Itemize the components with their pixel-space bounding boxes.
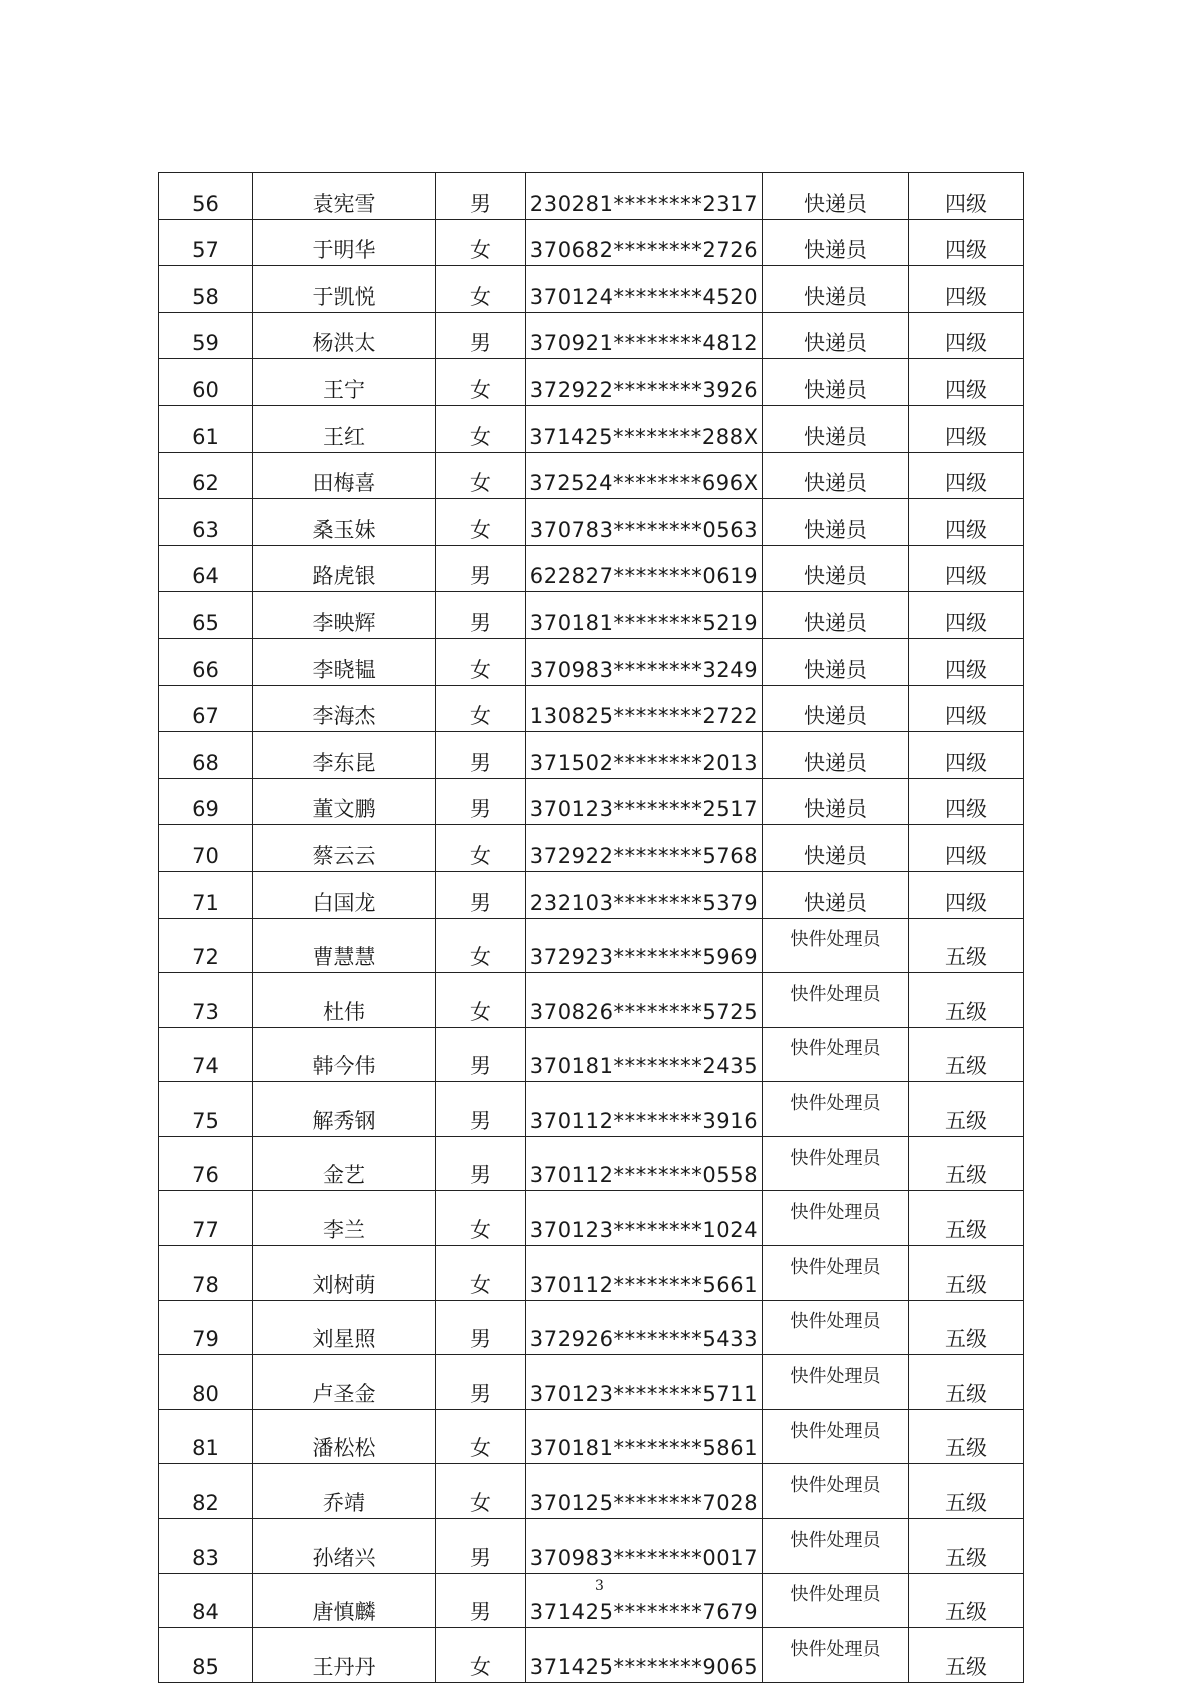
table-row [159, 359, 1024, 406]
name-cell: 李兰 [253, 1191, 436, 1246]
name-cell: 路虎银 [253, 545, 436, 592]
level-cell: 四级 [909, 359, 1024, 406]
occupation-cell: 快递员 [763, 592, 909, 639]
table-row [159, 219, 1024, 266]
occupation-cell: 快件处理员 [763, 1027, 909, 1082]
gender-cell: 女 [436, 266, 526, 313]
row-number-cell: 85 [159, 1628, 253, 1683]
id-number-cell: 370921********4812 [526, 312, 763, 359]
level-cell: 五级 [909, 918, 1024, 973]
id-number-cell: 370682********2726 [526, 219, 763, 266]
name-cell: 桑玉妹 [253, 499, 436, 546]
id-number-cell: 371425********9065 [526, 1628, 763, 1683]
row-number-cell: 73 [159, 973, 253, 1028]
id-number-cell: 371502********2013 [526, 732, 763, 779]
occupation-cell: 快递员 [763, 638, 909, 685]
level-cell: 四级 [909, 545, 1024, 592]
occupation-cell: 快件处理员 [763, 1082, 909, 1137]
occupation-cell: 快递员 [763, 685, 909, 732]
row-number-cell: 56 [159, 173, 253, 220]
occupation-cell: 快递员 [763, 499, 909, 546]
occupation-cell: 快件处理员 [763, 1191, 909, 1246]
page-number: 3 [595, 1578, 604, 1594]
gender-cell: 女 [436, 1246, 526, 1301]
name-cell: 乔靖 [253, 1464, 436, 1519]
id-number-cell: 370125********7028 [526, 1464, 763, 1519]
table-row [159, 1628, 1024, 1683]
name-cell: 李海杰 [253, 685, 436, 732]
level-cell: 四级 [909, 638, 1024, 685]
table-row [159, 918, 1024, 973]
gender-cell: 男 [436, 1082, 526, 1137]
occupation-cell: 快件处理员 [763, 1573, 909, 1628]
gender-cell: 女 [436, 452, 526, 499]
name-cell: 蔡云云 [253, 825, 436, 872]
level-cell: 五级 [909, 1464, 1024, 1519]
id-number-cell: 370181********5861 [526, 1409, 763, 1464]
name-cell: 金艺 [253, 1136, 436, 1191]
table-row [159, 312, 1024, 359]
gender-cell: 男 [436, 871, 526, 918]
row-number-cell: 67 [159, 685, 253, 732]
id-number-cell: 372922********5768 [526, 825, 763, 872]
occupation-cell: 快件处理员 [763, 1409, 909, 1464]
name-cell: 卢圣金 [253, 1355, 436, 1410]
level-cell: 四级 [909, 825, 1024, 872]
occupation-cell: 快递员 [763, 173, 909, 220]
table-row [159, 732, 1024, 779]
level-cell: 四级 [909, 685, 1024, 732]
table-row [159, 973, 1024, 1028]
id-number-cell: 370112********5661 [526, 1246, 763, 1301]
id-number-cell: 371425********288X [526, 405, 763, 452]
row-number-cell: 69 [159, 778, 253, 825]
level-cell: 四级 [909, 405, 1024, 452]
row-number-cell: 70 [159, 825, 253, 872]
row-number-cell: 66 [159, 638, 253, 685]
row-number-cell: 74 [159, 1027, 253, 1082]
occupation-cell: 快递员 [763, 778, 909, 825]
id-number-cell: 370983********3249 [526, 638, 763, 685]
level-cell: 四级 [909, 266, 1024, 313]
level-cell: 四级 [909, 871, 1024, 918]
level-cell: 四级 [909, 219, 1024, 266]
row-number-cell: 80 [159, 1355, 253, 1410]
level-cell: 四级 [909, 732, 1024, 779]
row-number-cell: 82 [159, 1464, 253, 1519]
level-cell: 四级 [909, 173, 1024, 220]
name-cell: 董文鹏 [253, 778, 436, 825]
name-cell: 王红 [253, 405, 436, 452]
gender-cell: 男 [436, 1300, 526, 1355]
id-number-cell: 622827********0619 [526, 545, 763, 592]
table-row [159, 638, 1024, 685]
name-cell: 刘星照 [253, 1300, 436, 1355]
gender-cell: 男 [436, 778, 526, 825]
id-number-cell: 130825********2722 [526, 685, 763, 732]
table-row [159, 1409, 1024, 1464]
row-number-cell: 63 [159, 499, 253, 546]
table-row [159, 685, 1024, 732]
name-cell: 杨洪太 [253, 312, 436, 359]
occupation-cell: 快递员 [763, 266, 909, 313]
name-cell: 唐慎麟 [253, 1573, 436, 1628]
id-number-cell: 372923********5969 [526, 918, 763, 973]
occupation-cell: 快递员 [763, 359, 909, 406]
occupation-cell: 快件处理员 [763, 1355, 909, 1410]
id-number-cell: 370983********0017 [526, 1519, 763, 1574]
table-row [159, 1191, 1024, 1246]
row-number-cell: 83 [159, 1519, 253, 1574]
gender-cell: 男 [436, 173, 526, 220]
level-cell: 四级 [909, 452, 1024, 499]
name-cell: 李东昆 [253, 732, 436, 779]
id-number-cell: 370826********5725 [526, 973, 763, 1028]
row-number-cell: 60 [159, 359, 253, 406]
table-row [159, 1464, 1024, 1519]
row-number-cell: 61 [159, 405, 253, 452]
occupation-cell: 快件处理员 [763, 918, 909, 973]
occupation-cell: 快递员 [763, 871, 909, 918]
row-number-cell: 57 [159, 219, 253, 266]
gender-cell: 女 [436, 219, 526, 266]
name-cell: 于明华 [253, 219, 436, 266]
level-cell: 五级 [909, 1628, 1024, 1683]
occupation-cell: 快件处理员 [763, 1519, 909, 1574]
gender-cell: 女 [436, 359, 526, 406]
occupation-cell: 快递员 [763, 545, 909, 592]
level-cell: 五级 [909, 973, 1024, 1028]
id-number-cell: 370181********2435 [526, 1027, 763, 1082]
occupation-cell: 快件处理员 [763, 1464, 909, 1519]
gender-cell: 男 [436, 592, 526, 639]
row-number-cell: 78 [159, 1246, 253, 1301]
name-cell: 王丹丹 [253, 1628, 436, 1683]
name-cell: 杜伟 [253, 973, 436, 1028]
gender-cell: 女 [436, 973, 526, 1028]
id-number-cell: 370181********5219 [526, 592, 763, 639]
row-number-cell: 76 [159, 1136, 253, 1191]
id-number-cell: 372922********3926 [526, 359, 763, 406]
gender-cell: 女 [436, 825, 526, 872]
name-cell: 于凯悦 [253, 266, 436, 313]
table-row [159, 1246, 1024, 1301]
table-row [159, 871, 1024, 918]
row-number-cell: 75 [159, 1082, 253, 1137]
level-cell: 四级 [909, 312, 1024, 359]
id-number-cell: 370124********4520 [526, 266, 763, 313]
table-row [159, 1355, 1024, 1410]
id-number-cell: 371425********7679 [526, 1573, 763, 1628]
row-number-cell: 64 [159, 545, 253, 592]
roster-table [158, 172, 1024, 1683]
name-cell: 白国龙 [253, 871, 436, 918]
name-cell: 潘松松 [253, 1409, 436, 1464]
table-row [159, 1082, 1024, 1137]
table-row [159, 778, 1024, 825]
name-cell: 李晓韫 [253, 638, 436, 685]
level-cell: 四级 [909, 778, 1024, 825]
id-number-cell: 370112********0558 [526, 1136, 763, 1191]
level-cell: 五级 [909, 1136, 1024, 1191]
gender-cell: 女 [436, 499, 526, 546]
level-cell: 五级 [909, 1409, 1024, 1464]
name-cell: 袁宪雪 [253, 173, 436, 220]
table-row [159, 499, 1024, 546]
level-cell: 五级 [909, 1519, 1024, 1574]
gender-cell: 男 [436, 1136, 526, 1191]
row-number-cell: 71 [159, 871, 253, 918]
table-row [159, 1300, 1024, 1355]
level-cell: 四级 [909, 499, 1024, 546]
level-cell: 四级 [909, 592, 1024, 639]
table-row [159, 545, 1024, 592]
level-cell: 五级 [909, 1246, 1024, 1301]
occupation-cell: 快递员 [763, 219, 909, 266]
id-number-cell: 372926********5433 [526, 1300, 763, 1355]
occupation-cell: 快件处理员 [763, 1246, 909, 1301]
gender-cell: 男 [436, 1519, 526, 1574]
table-row [159, 173, 1024, 220]
table-row [159, 452, 1024, 499]
id-number-cell: 370123********2517 [526, 778, 763, 825]
level-cell: 五级 [909, 1573, 1024, 1628]
level-cell: 五级 [909, 1082, 1024, 1137]
row-number-cell: 79 [159, 1300, 253, 1355]
id-number-cell: 372524********696X [526, 452, 763, 499]
name-cell: 韩今伟 [253, 1027, 436, 1082]
gender-cell: 男 [436, 732, 526, 779]
row-number-cell: 77 [159, 1191, 253, 1246]
row-number-cell: 59 [159, 312, 253, 359]
table-row [159, 1136, 1024, 1191]
row-number-cell: 68 [159, 732, 253, 779]
row-number-cell: 62 [159, 452, 253, 499]
gender-cell: 女 [436, 685, 526, 732]
occupation-cell: 快件处理员 [763, 1136, 909, 1191]
name-cell: 刘树萌 [253, 1246, 436, 1301]
table-row [159, 405, 1024, 452]
name-cell: 李映辉 [253, 592, 436, 639]
occupation-cell: 快递员 [763, 732, 909, 779]
gender-cell: 女 [436, 405, 526, 452]
id-number-cell: 370783********0563 [526, 499, 763, 546]
name-cell: 王宁 [253, 359, 436, 406]
occupation-cell: 快递员 [763, 452, 909, 499]
table-row [159, 825, 1024, 872]
gender-cell: 女 [436, 918, 526, 973]
id-number-cell: 230281********2317 [526, 173, 763, 220]
gender-cell: 男 [436, 1573, 526, 1628]
gender-cell: 男 [436, 312, 526, 359]
table-row [159, 592, 1024, 639]
gender-cell: 女 [436, 1628, 526, 1683]
gender-cell: 女 [436, 1409, 526, 1464]
row-number-cell: 72 [159, 918, 253, 973]
table-row [159, 1027, 1024, 1082]
occupation-cell: 快递员 [763, 312, 909, 359]
name-cell: 曹慧慧 [253, 918, 436, 973]
row-number-cell: 65 [159, 592, 253, 639]
name-cell: 解秀钢 [253, 1082, 436, 1137]
id-number-cell: 370123********5711 [526, 1355, 763, 1410]
gender-cell: 男 [436, 1027, 526, 1082]
level-cell: 五级 [909, 1027, 1024, 1082]
gender-cell: 女 [436, 638, 526, 685]
gender-cell: 女 [436, 1191, 526, 1246]
occupation-cell: 快递员 [763, 825, 909, 872]
occupation-cell: 快件处理员 [763, 973, 909, 1028]
level-cell: 五级 [909, 1355, 1024, 1410]
name-cell: 田梅喜 [253, 452, 436, 499]
row-number-cell: 84 [159, 1573, 253, 1628]
id-number-cell: 370123********1024 [526, 1191, 763, 1246]
table-row [159, 1519, 1024, 1574]
level-cell: 五级 [909, 1300, 1024, 1355]
gender-cell: 男 [436, 1355, 526, 1410]
occupation-cell: 快件处理员 [763, 1300, 909, 1355]
occupation-cell: 快递员 [763, 405, 909, 452]
level-cell: 五级 [909, 1191, 1024, 1246]
id-number-cell: 232103********5379 [526, 871, 763, 918]
row-number-cell: 81 [159, 1409, 253, 1464]
name-cell: 孙绪兴 [253, 1519, 436, 1574]
gender-cell: 男 [436, 545, 526, 592]
row-number-cell: 58 [159, 266, 253, 313]
roster-table-body [159, 173, 1024, 1683]
id-number-cell: 370112********3916 [526, 1082, 763, 1137]
occupation-cell: 快件处理员 [763, 1628, 909, 1683]
gender-cell: 女 [436, 1464, 526, 1519]
table-row [159, 266, 1024, 313]
